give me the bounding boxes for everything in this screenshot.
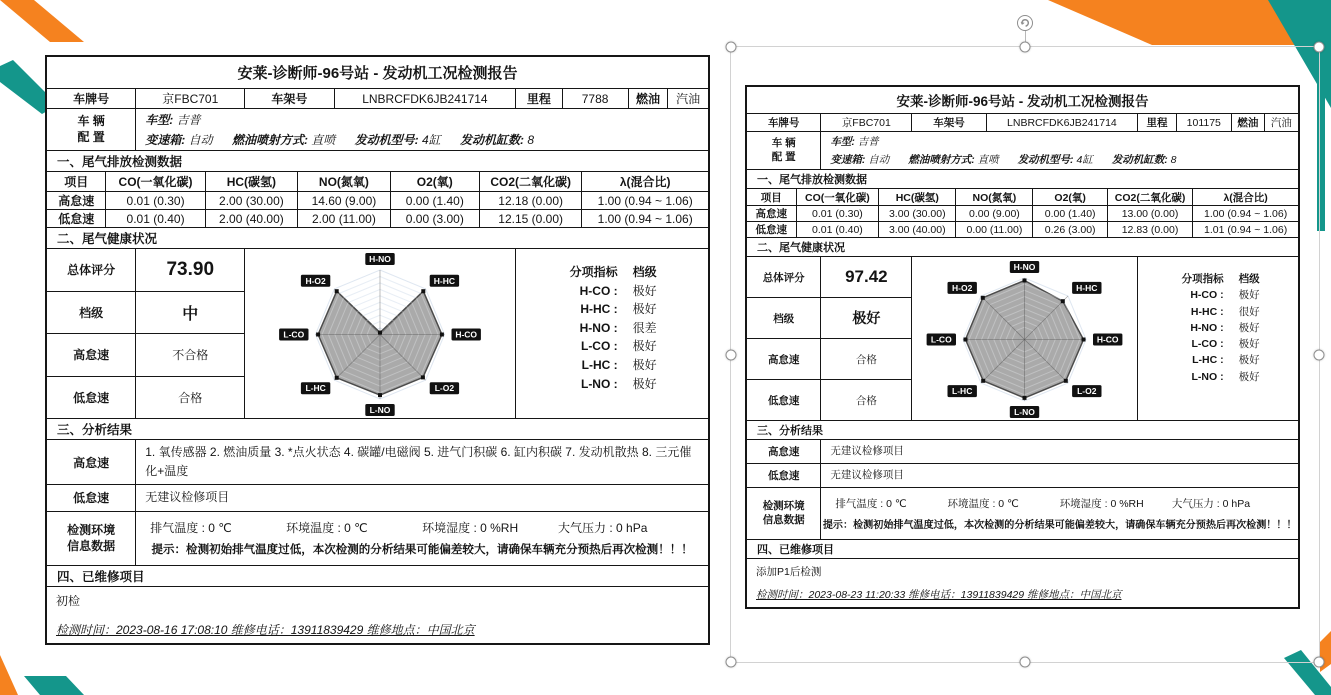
section-header-repaired: 四、已维修项目 bbox=[47, 566, 708, 587]
section-header-repaired: 四、已维修项目 bbox=[747, 540, 1298, 559]
report-footer: 检测时间：2023-08-23 11:20:33 维修电话：13911839429 维修地点：中国北京 bbox=[756, 588, 1122, 601]
indicator-row: H-CO : 极好 bbox=[579, 283, 657, 298]
overall-score-value: 97.42 bbox=[821, 257, 912, 297]
svg-text:L-CO: L-CO bbox=[283, 329, 305, 340]
svg-text:H-CO: H-CO bbox=[1097, 334, 1119, 345]
ambient-temp: 环境温度 : 0 ℃ bbox=[947, 497, 1019, 510]
indicator-row: H-CO : 极好 bbox=[1190, 289, 1260, 302]
config-value: 吉普 bbox=[176, 113, 201, 128]
config-key: 车型: bbox=[830, 136, 855, 149]
report-title: 安莱-诊断师-96号站 - 发动机工况检测报告 bbox=[747, 87, 1298, 114]
indicator-col-header: 分项指标 bbox=[1181, 273, 1224, 285]
health-summary bbox=[747, 257, 912, 420]
indicator-col-header: 分项指标 bbox=[569, 265, 618, 279]
config-values: 车型: 吉普 变速箱: 自动 燃油喷射方式: 直喷 发动机型号: 4缸 发动机缸数: 8 bbox=[145, 113, 535, 147]
svg-text:H-O2: H-O2 bbox=[952, 282, 973, 293]
environment-label: 检测环境 信息数据 bbox=[47, 512, 136, 565]
health-block bbox=[47, 249, 708, 419]
radar-chart bbox=[245, 249, 516, 418]
indicator-row: L-NO : 极好 bbox=[580, 376, 657, 391]
vehicle-info-row bbox=[47, 89, 708, 109]
low-idle-label: 低怠速 bbox=[747, 380, 821, 420]
pressure: 大气压力 : 0 hPa bbox=[558, 521, 648, 536]
low-idle-result: 合格 bbox=[821, 380, 912, 420]
plate-label: 车牌号 bbox=[747, 114, 821, 131]
overall-score-value: 73.90 bbox=[136, 249, 245, 291]
analysis-low-idle-content: 无建议检修项目 bbox=[145, 490, 230, 505]
vehicle-info-row bbox=[747, 114, 1298, 132]
section-header-emission: 一、尾气排放检测数据 bbox=[747, 170, 1298, 189]
grade-col-header: 档级 bbox=[1238, 273, 1260, 285]
decor-para-teal-bottomleft bbox=[24, 676, 84, 695]
repaired-item: 添加P1后检测 bbox=[756, 565, 822, 578]
indicator-panel bbox=[1138, 257, 1298, 420]
resize-handle-bottom-left[interactable] bbox=[726, 657, 737, 668]
indicator-row: L-HC : 极好 bbox=[581, 357, 657, 372]
analysis-high-idle-row: 高怠速 无建议检修项目 bbox=[747, 440, 1298, 464]
environment-row bbox=[47, 512, 708, 566]
grade-value: 极好 bbox=[821, 298, 912, 338]
mileage-label: 里程 bbox=[516, 89, 562, 108]
report-title: 安莱-诊断师-96号站 - 发动机工况检测报告 bbox=[47, 57, 708, 89]
rotate-icon bbox=[1020, 18, 1030, 28]
high-idle-result: 不合格 bbox=[136, 334, 245, 376]
low-idle-label: 低怠速 bbox=[47, 377, 136, 419]
svg-text:L-CO: L-CO bbox=[931, 334, 952, 345]
vin-value: LNBRCFDK6JB241714 bbox=[987, 114, 1139, 131]
repaired-items-block bbox=[47, 587, 708, 643]
svg-text:L-NO: L-NO bbox=[369, 405, 391, 415]
environment-tip: 提示：检测初始排气温度过低，本次检测的分析结果可能偏差较大，请确保车辆充分预热后再次检测！！！ bbox=[151, 543, 693, 556]
config-label: 车 辆 配 置 bbox=[747, 132, 821, 169]
plate-value: 京FBC701 bbox=[136, 89, 245, 108]
analysis-low-idle-row: 低怠速 无建议检修项目 bbox=[47, 485, 708, 511]
vehicle-config-row bbox=[47, 109, 708, 151]
mileage-value: 7788 bbox=[563, 89, 629, 108]
report-card-right[interactable] bbox=[745, 85, 1300, 609]
resize-handle-top-middle[interactable] bbox=[1020, 42, 1031, 53]
fuel-value: 汽油 bbox=[676, 92, 701, 106]
config-value: 吉普 bbox=[857, 136, 879, 149]
grade-value: 中 bbox=[136, 292, 245, 334]
emission-header-row: 项目 CO(一氧化碳) HC(碳氢) NO(氮氧) O2(氧) CO2(二氧化碳) λ(混合比) bbox=[47, 172, 708, 192]
config-values: 车型: 吉普 变速箱: 自动 燃油喷射方式: 直喷 发动机型号: 4缸 发动机缸数: 8 bbox=[830, 136, 1177, 166]
low-idle-result: 合格 bbox=[136, 377, 245, 419]
svg-text:H-NO: H-NO bbox=[369, 254, 392, 264]
indicator-panel bbox=[516, 249, 708, 418]
svg-text:L-O2: L-O2 bbox=[1077, 386, 1097, 397]
svg-text:H-HC: H-HC bbox=[1076, 282, 1098, 293]
indicator-row: L-CO : 极好 bbox=[1191, 338, 1260, 351]
grade-label: 档级 bbox=[47, 292, 136, 334]
fuel-label: 燃油 bbox=[629, 89, 669, 108]
emission-row-low-idle: 低怠速 0.01 (0.40) 2.00 (40.00) 2.00 (11.00) 0.00 (3.00) 12.15 (0.00) 1.00 (0.94 ~ 1.06) bbox=[47, 210, 708, 228]
indicator-row: L-NO : 极好 bbox=[1191, 370, 1260, 383]
exhaust-temp: 排气温度 : 0 ℃ bbox=[150, 521, 232, 536]
exhaust-temp: 排气温度 : 0 ℃ bbox=[835, 497, 907, 510]
mileage-value: 101175 bbox=[1177, 114, 1232, 131]
humidity: 环境湿度 : 0 %RH bbox=[1059, 497, 1144, 510]
grade-label: 档级 bbox=[747, 298, 821, 338]
repaired-items-block bbox=[747, 559, 1298, 607]
high-idle-result: 合格 bbox=[821, 339, 912, 379]
section-header-health: 二、尾气健康状况 bbox=[747, 238, 1298, 257]
fuel-label: 燃油 bbox=[1232, 114, 1265, 131]
environment-label: 检测环境 信息数据 bbox=[747, 488, 821, 539]
mileage-label: 里程 bbox=[1138, 114, 1177, 131]
analysis-high-idle-content: 1. 氧传感器 2. 燃油质量 3. *点火状态 4. 碳罐/电磁阀 5. 进气门积碳 6. 缸内积碳 7. 发动机散热 8. 三元催化+温度 bbox=[145, 445, 692, 479]
resize-handle-top-left[interactable] bbox=[726, 42, 737, 53]
environment-row bbox=[747, 488, 1298, 540]
environment-tip: 提示：检测初始排气温度过低，本次检测的分析结果可能偏差较大，请确保车辆充分预热后再次检测！！！ bbox=[822, 519, 1297, 531]
resize-handle-top-right[interactable] bbox=[1314, 42, 1325, 53]
svg-text:H-CO: H-CO bbox=[455, 329, 478, 340]
config-key: 车型: bbox=[145, 113, 174, 128]
indicator-row: H-NO : 很差 bbox=[579, 320, 657, 335]
analysis-low-idle-content: 无建议检修项目 bbox=[830, 468, 904, 481]
indicator-row: H-HC : 极好 bbox=[580, 302, 657, 317]
resize-handle-middle-left[interactable] bbox=[726, 349, 737, 360]
resize-handle-middle-right[interactable] bbox=[1314, 349, 1325, 360]
high-idle-label: 高怠速 bbox=[747, 339, 821, 379]
rotate-handle[interactable] bbox=[1017, 15, 1033, 31]
high-idle-label: 高怠速 bbox=[47, 334, 136, 376]
resize-handle-bottom-right[interactable] bbox=[1314, 657, 1325, 668]
svg-text:H-NO: H-NO bbox=[1013, 262, 1036, 272]
vin-value: LNBRCFDK6JB241714 bbox=[335, 89, 517, 108]
emission-row-high-idle: 高怠速 0.01 (0.30) 2.00 (30.00) 14.60 (9.00) 0.00 (1.40) 12.18 (0.00) 1.00 (0.94 ~ 1.06) bbox=[47, 192, 708, 210]
pressure: 大气压力 : 0 hPa bbox=[1171, 497, 1251, 510]
emission-header-row: 项目 CO(一氧化碳) HC(碳氢) NO(氮氧) O2(氧) CO2(二氧化碳) λ(混合比) bbox=[747, 189, 1298, 206]
humidity: 环境湿度 : 0 %RH bbox=[422, 521, 519, 536]
svg-text:H-HC: H-HC bbox=[434, 275, 456, 286]
decor-stripe-orange-topleft bbox=[0, 0, 84, 42]
repaired-item: 初检 bbox=[56, 593, 81, 608]
plate-value: 京FBC701 bbox=[821, 114, 912, 131]
resize-handle-bottom-middle[interactable] bbox=[1020, 657, 1031, 668]
indicator-row: H-HC : 很好 bbox=[1190, 305, 1260, 318]
section-header-health: 二、尾气健康状况 bbox=[47, 228, 708, 249]
report-card-left[interactable] bbox=[45, 55, 710, 645]
section-header-analysis: 三、分析结果 bbox=[747, 421, 1298, 440]
ambient-temp: 环境温度 : 0 ℃ bbox=[286, 521, 368, 536]
grade-col-header: 档级 bbox=[632, 265, 657, 279]
emission-row-low-idle: 低怠速 0.01 (0.40) 3.00 (40.00) 0.00 (11.00) 0.26 (3.00) 12.83 (0.00) 1.01 (0.94 ~ 1.06) bbox=[747, 222, 1298, 238]
fuel-value: 汽油 bbox=[1270, 117, 1292, 129]
overall-score-label: 总体评分 bbox=[47, 249, 136, 291]
section-header-emission: 一、尾气排放检测数据 bbox=[47, 151, 708, 172]
analysis-low-idle-row: 低怠速 无建议检修项目 bbox=[747, 464, 1298, 488]
config-label: 车 辆 配 置 bbox=[47, 109, 136, 150]
radar-chart bbox=[912, 257, 1138, 420]
svg-text:L-NO: L-NO bbox=[1014, 407, 1036, 417]
svg-text:L-O2: L-O2 bbox=[435, 383, 455, 394]
vin-label: 车架号 bbox=[245, 89, 334, 108]
indicator-row: L-HC : 极好 bbox=[1192, 354, 1260, 367]
environment-values bbox=[821, 488, 1298, 539]
vin-label: 车架号 bbox=[912, 114, 986, 131]
environment-values bbox=[136, 512, 708, 565]
vehicle-config-row bbox=[747, 132, 1298, 170]
svg-text:H-O2: H-O2 bbox=[305, 275, 327, 286]
decor-triangle-orange-bottomleft bbox=[0, 655, 18, 695]
svg-text:L-HC: L-HC bbox=[305, 383, 327, 394]
plate-label: 车牌号 bbox=[47, 89, 136, 108]
health-block bbox=[747, 257, 1298, 421]
svg-text:L-HC: L-HC bbox=[952, 386, 973, 397]
analysis-high-idle-content: 无建议检修项目 bbox=[830, 445, 904, 457]
health-summary bbox=[47, 249, 245, 418]
analysis-high-idle-row: 高怠速 1. 氧传感器 2. 燃油质量 3. *点火状态 4. 碳罐/电磁阀 5. 进气门积碳 6. 缸内积碳 7. 发动机散热 8. 三元催化+温度 bbox=[47, 440, 708, 485]
indicator-row: L-CO : 极好 bbox=[580, 339, 657, 354]
emission-row-high-idle: 高怠速 0.01 (0.30) 3.00 (30.00) 0.00 (9.00) 0.00 (1.40) 13.00 (0.00) 1.00 (0.94 ~ 1.06) bbox=[747, 206, 1298, 222]
indicator-row: H-NO : 极好 bbox=[1190, 321, 1260, 334]
report-footer: 检测时间：2023-08-16 17:08:10 维修电话：13911839429 维修地点：中国北京 bbox=[56, 622, 475, 637]
overall-score-label: 总体评分 bbox=[747, 257, 821, 297]
section-header-analysis: 三、分析结果 bbox=[47, 419, 708, 440]
